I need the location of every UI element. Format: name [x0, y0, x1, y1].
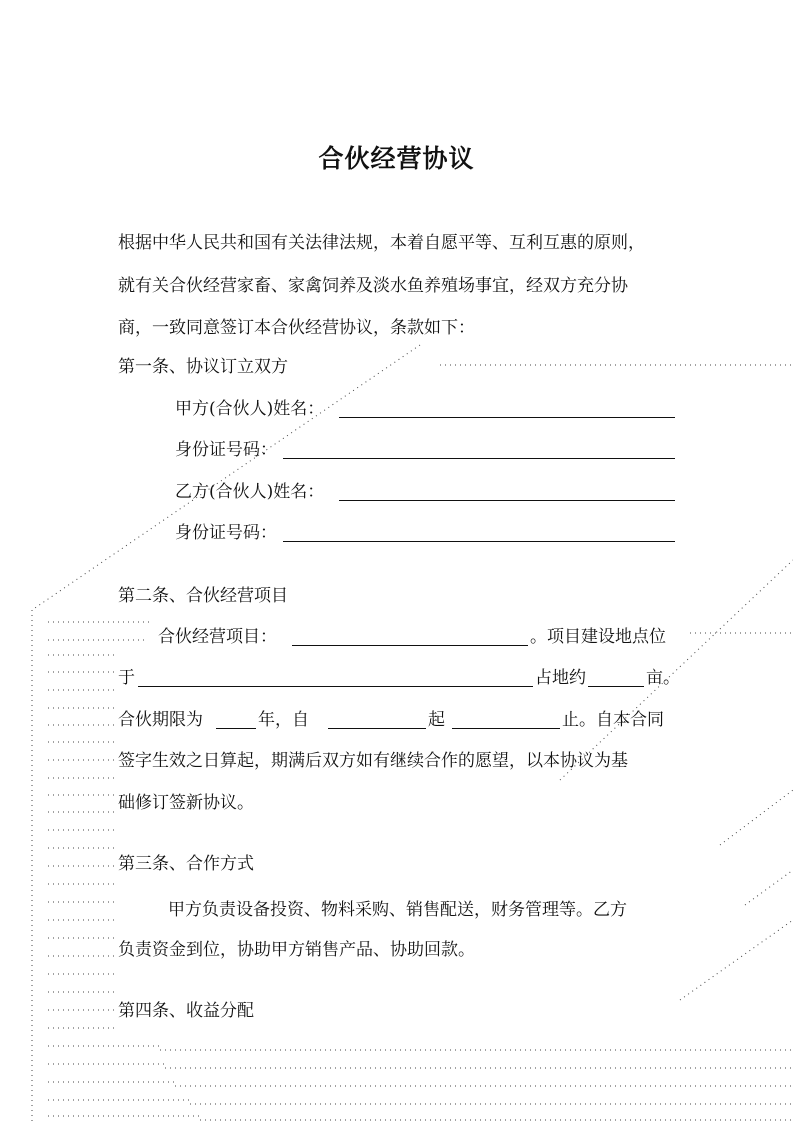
intro-line-2: 就有关合伙经营家畜、家禽饲养及淡水鱼养殖场事宜，经双方充分协	[118, 276, 628, 296]
intro-line-3: 商，一致同意签订本合伙经营协议，条款如下：	[118, 318, 475, 338]
party-b-id-label: 身份证号码：	[175, 523, 277, 543]
document-title: 合伙经营协议	[318, 144, 475, 173]
article-3-line-2: 负责资金到位，协助甲方销售产品、协助回款。	[118, 940, 475, 960]
article-3-heading: 第三条、合作方式	[118, 854, 254, 874]
party-a-id-label: 身份证号码：	[175, 440, 277, 460]
site-prefix: 于	[118, 668, 135, 688]
article-1-heading: 第一条、协议订立双方	[118, 357, 288, 377]
site-label: 。项目建设地点位	[530, 627, 666, 647]
term-years-field[interactable]	[216, 728, 256, 729]
project-label: 合伙经营项目：	[158, 627, 277, 647]
party-a-name-label: 甲方(合伙人)姓名：	[175, 399, 325, 419]
party-a-id-field[interactable]	[283, 458, 675, 459]
party-b-name-field[interactable]	[339, 500, 675, 501]
article-2-line-4: 签字生效之日算起，期满后双方如有继续合作的愿望，以本协议为基	[118, 751, 628, 771]
term-start-suffix: 起	[428, 710, 445, 730]
party-b-name-label: 乙方(合伙人)姓名：	[175, 482, 325, 502]
article-2-heading: 第二条、合伙经营项目	[118, 586, 288, 606]
area-unit: 亩。	[646, 668, 680, 688]
term-end-suffix: 止。自本合同	[562, 710, 664, 730]
term-label: 合伙期限为	[118, 710, 203, 730]
article-2-line-5: 础修订签新协议。	[118, 793, 254, 813]
project-field[interactable]	[292, 645, 528, 646]
party-a-name-field[interactable]	[339, 417, 675, 418]
term-start-field[interactable]	[328, 728, 426, 729]
article-3-line-1: 甲方负责设备投资、物料采购、销售配送，财务管理等。乙方	[168, 900, 627, 920]
term-from-label: 年，自	[258, 710, 309, 730]
area-field[interactable]	[588, 686, 644, 687]
area-label: 占地约	[535, 668, 586, 688]
intro-line-1: 根据中华人民共和国有关法律法规，本着自愿平等、互利互惠的原则，	[118, 233, 645, 253]
article-4-heading: 第四条、收益分配	[118, 1001, 254, 1021]
term-end-field[interactable]	[452, 728, 560, 729]
party-b-id-field[interactable]	[283, 541, 675, 542]
site-field[interactable]	[138, 686, 533, 687]
